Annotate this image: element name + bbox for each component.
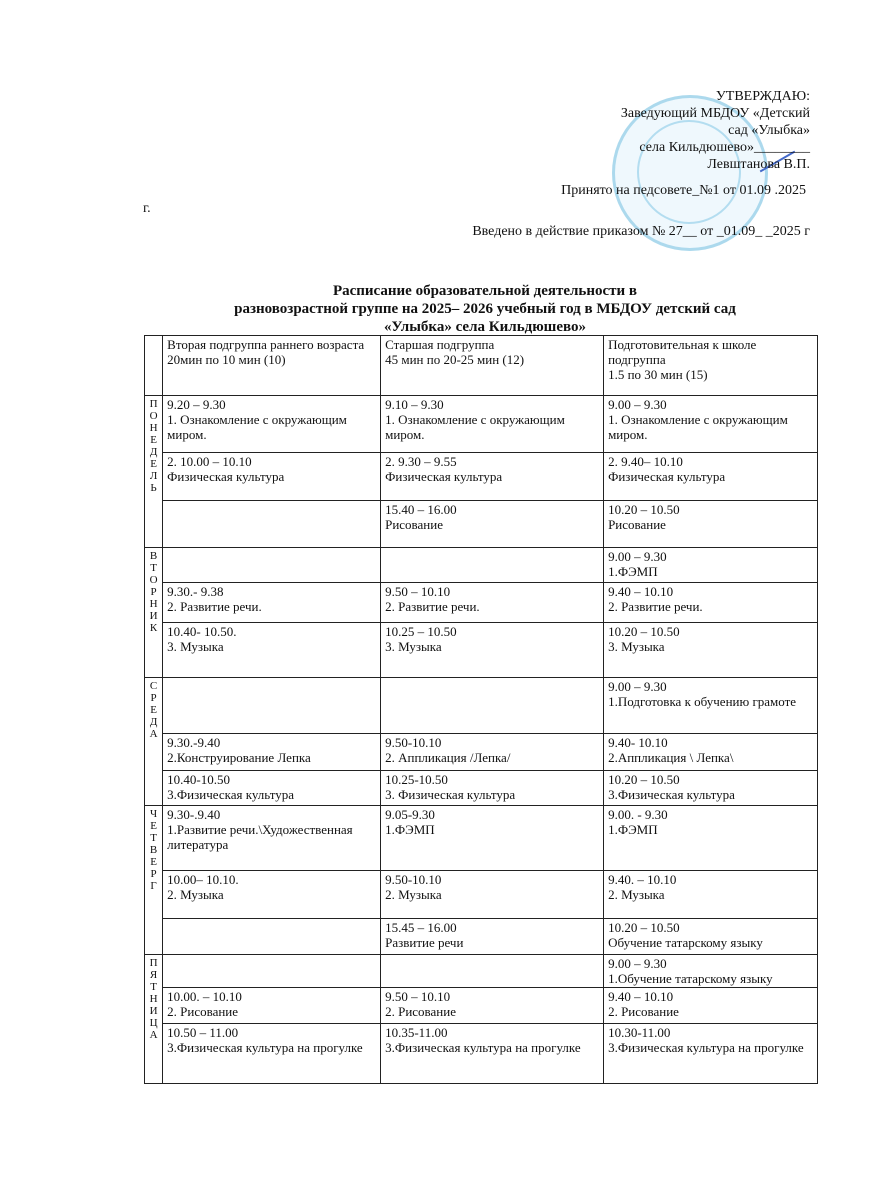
schedule-cell: 15.40 – 16.00 Рисование: [381, 501, 604, 548]
table-row: [145, 548, 818, 583]
schedule-cell: 9.00 – 9.30 1. Ознакомление с окружающим миром.: [604, 396, 818, 453]
day-cell: [145, 548, 163, 678]
schedule-cell: 10.20 – 10.50 Рисование: [604, 501, 818, 548]
table-row: [145, 583, 818, 623]
schedule-cell: 9.40- 10.10 2.Аппликация \ Лепка\: [604, 734, 818, 771]
table-row: [145, 988, 818, 1024]
accepted-tail: г.: [143, 201, 151, 216]
schedule-cell: 10.40-10.50 3.Физическая культура: [163, 771, 381, 806]
table-row: [145, 453, 818, 501]
schedule-cell: 10.25-10.50 3. Физическая культура: [381, 771, 604, 806]
enacted-line: Введено в действие приказом № 27__ от _01.09_ _2025 г: [472, 224, 810, 239]
schedule-cell: [163, 548, 381, 583]
schedule-cell: [163, 955, 381, 988]
schedule-cell: 2. 9.40– 10.10 Физическая культура: [604, 453, 818, 501]
table-row: [145, 501, 818, 548]
table-row: [145, 871, 818, 919]
schedule-cell: 9.50-10.10 2. Аппликация /Лепка/: [381, 734, 604, 771]
day-label: ВТОРНИК: [149, 550, 158, 634]
approval-line: сад «Улыбка»: [728, 123, 810, 138]
document-title: [140, 282, 830, 336]
day-label: ЧЕТВЕРГ: [149, 808, 158, 892]
schedule-cell: 9.10 – 9.30 1. Ознакомление с окружающим миром.: [381, 396, 604, 453]
table-row: [145, 623, 818, 678]
schedule-cell: 10.20 – 10.50 3. Музыка: [604, 623, 818, 678]
schedule-cell: 15.45 – 16.00 Развитие речи: [381, 919, 604, 955]
day-cell: [145, 806, 163, 955]
schedule-table: [144, 335, 818, 1084]
schedule-cell: 10.50 – 11.00 3.Физическая культура на прогулке: [163, 1024, 381, 1084]
schedule-cell: 9.30.- 9.38 2. Развитие речи.: [163, 583, 381, 623]
column-header: Подготовительная к школе подгруппа 1.5 по 30 мин (15): [604, 336, 818, 396]
schedule-cell: 2. 10.00 – 10.10 Физическая культура: [163, 453, 381, 501]
schedule-cell: 9.50-10.10 2. Музыка: [381, 871, 604, 919]
table-row: [145, 396, 818, 453]
schedule-cell: 9.05-9.30 1.ФЭМП: [381, 806, 604, 871]
schedule-cell: 2. 9.30 – 9.55 Физическая культура: [381, 453, 604, 501]
schedule-cell: [381, 955, 604, 988]
title-line: Расписание образовательной деятельности в: [332, 283, 638, 299]
approval-line: Левштанова В.П.: [707, 157, 810, 172]
schedule-cell: 10.00– 10.10. 2. Музыка: [163, 871, 381, 919]
schedule-cell: [163, 919, 381, 955]
schedule-cell: 9.00. - 9.30 1.ФЭМП: [604, 806, 818, 871]
schedule-cell: [163, 678, 381, 734]
header-row: [145, 336, 818, 396]
column-header: Вторая подгруппа раннего возраста 20мин по 10 мин (10): [163, 336, 381, 396]
schedule-cell: 9.30-.9.40 1.Развитие речи.\Художественная литература: [163, 806, 381, 871]
schedule-cell: 10.20 – 10.50 3.Физическая культура: [604, 771, 818, 806]
schedule-cell: 9.00 – 9.30 1.Обучение татарскому языку: [604, 955, 818, 988]
table-row: [145, 771, 818, 806]
day-label: ПЯТНИЦА: [149, 957, 158, 1041]
table-row: [145, 1024, 818, 1084]
approval-line: села Кильдюшево»________: [639, 140, 810, 155]
title-line: разновозрастной группе на 2025– 2026 учебный год в МБДОУ детский сад: [234, 301, 736, 317]
schedule-cell: 10.25 – 10.50 3. Музыка: [381, 623, 604, 678]
schedule-cell: [163, 501, 381, 548]
title-line: «Улыбка» села Кильдюшево»: [383, 319, 586, 335]
accepted-line: Принято на педсовете_№1 от 01.09 .2025: [561, 183, 806, 198]
table-row: [145, 919, 818, 955]
schedule-cell: 9.40 – 10.10 2. Рисование: [604, 988, 818, 1024]
column-header: Старшая подгруппа 45 мин по 20-25 мин (12): [381, 336, 604, 396]
table-row: [145, 734, 818, 771]
corner-cell: [145, 336, 163, 396]
schedule-cell: 10.35-11.00 3.Физическая культура на прогулке: [381, 1024, 604, 1084]
schedule-cell: [381, 678, 604, 734]
schedule-cell: 10.40- 10.50. 3. Музыка: [163, 623, 381, 678]
schedule-cell: 9.30.-9.40 2.Конструирование Лепка: [163, 734, 381, 771]
schedule-cell: 9.00 – 9.30 1.Подготовка к обучению грамоте: [604, 678, 818, 734]
day-cell: [145, 396, 163, 548]
schedule-cell: 9.20 – 9.30 1. Ознакомление с окружающим миром.: [163, 396, 381, 453]
schedule-cell: 9.50 – 10.10 2. Рисование: [381, 988, 604, 1024]
approval-line: УТВЕРЖДАЮ:: [715, 89, 810, 104]
schedule-cell: 9.40. – 10.10 2. Музыка: [604, 871, 818, 919]
schedule-cell: [381, 548, 604, 583]
table-row: [145, 806, 818, 871]
schedule-cell: 9.40 – 10.10 2. Развитие речи.: [604, 583, 818, 623]
schedule-cell: 10.00. – 10.10 2. Рисование: [163, 988, 381, 1024]
table-row: [145, 955, 818, 988]
schedule-cell: 10.30-11.00 3.Физическая культура на прогулке: [604, 1024, 818, 1084]
schedule-cell: 10.20 – 10.50 Обучение татарскому языку: [604, 919, 818, 955]
table-row: [145, 678, 818, 734]
day-label: СРЕДА: [149, 680, 158, 740]
day-label: ПОНЕДЕЛЬ: [149, 398, 158, 494]
schedule-cell: 9.50 – 10.10 2. Развитие речи.: [381, 583, 604, 623]
approval-line: Заведующий МБДОУ «Детский: [620, 106, 810, 121]
day-cell: [145, 678, 163, 806]
day-cell: [145, 955, 163, 1084]
schedule-cell: 9.00 – 9.30 1.ФЭМП: [604, 548, 818, 583]
approval-block: [621, 88, 810, 173]
